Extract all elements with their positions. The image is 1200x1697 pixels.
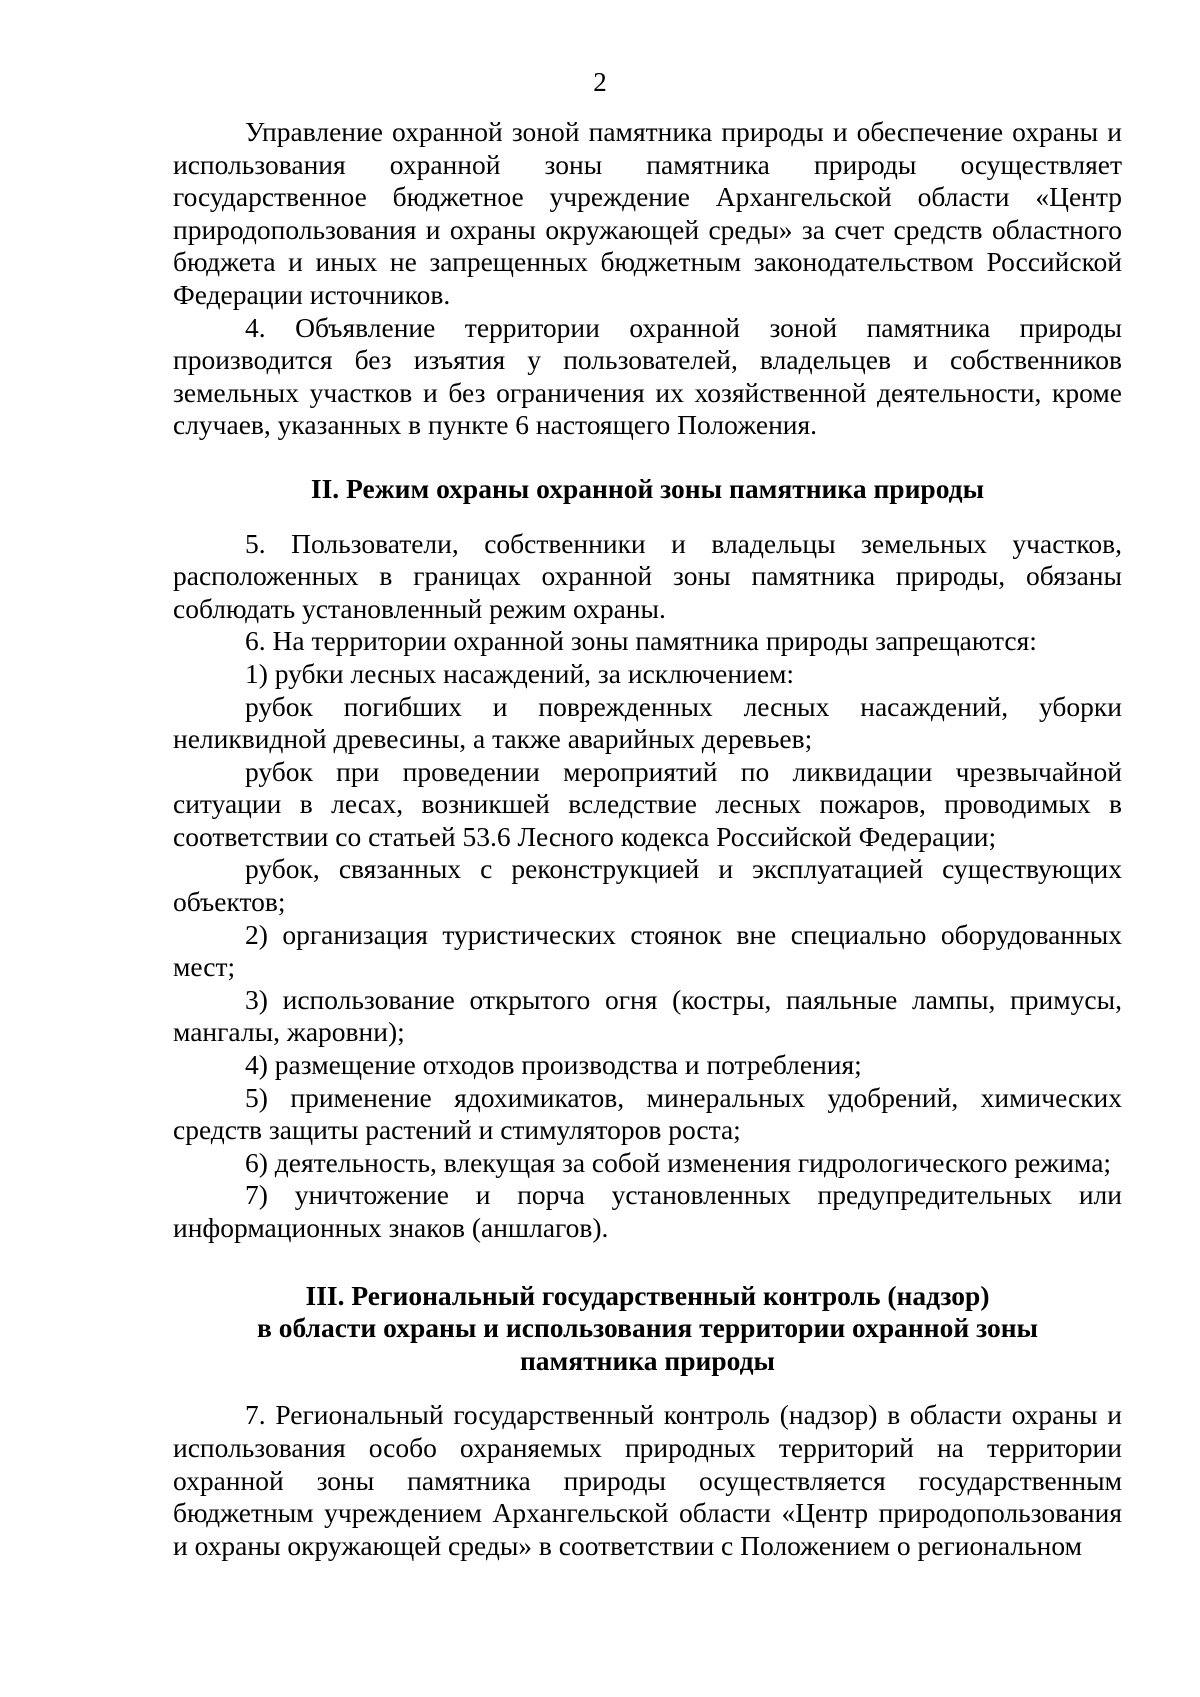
spacer: [173, 1377, 1122, 1399]
heading-line: в области охраны и использования территории охранной зоны: [256, 1312, 1039, 1344]
paragraph: 6. На территории охранной зоны памятника природы запрещаются:: [245, 625, 1037, 657]
spacer: [173, 1245, 1122, 1280]
paragraph: 7. Региональный государственный контроль (надзор) в области охраны и использования особо охраняемых природных территорий на территории охранной зоны памятника природы осуществляется государственным бюджетным учреждением Архангельской области «Центр природопользования и охраны окружающей среды» в соответствии с Положением о региональном: [173, 1399, 1122, 1561]
paragraph: 4. Объявление территории охранной зоной памятника природы производится без изъятия у пользователей, владельцев и собственников земельных участков и без ограничения их хозяйственной деятельности, кроме случаев, указанных в пункте 6 настоящего Положения.: [173, 311, 1122, 441]
paragraph: 7) уничтожение и порча установленных предупредительных или информационных знаков (аншлагов).: [173, 1179, 1122, 1243]
paragraph: 2) организация туристических стоянок вне специально оборудованных мест;: [173, 918, 1122, 983]
paragraph: 1) рубки лесных насаждений, за исключением:: [245, 657, 795, 689]
paragraph: 3) использование открытого огня (костры, паяльные лампы, примусы, мангалы, жаровни);: [173, 983, 1122, 1048]
paragraph: 5. Пользователи, собственники и владельцы земельных участков, расположенных в границах охранной зоны памятника природы, обязаны соблюдать установленный режим охраны.: [173, 527, 1122, 624]
spacer: [173, 506, 1122, 528]
paragraph: 4) размещение отходов производства и потребления;: [245, 1049, 862, 1081]
paragraph: 6) деятельность, влекущая за собой изменения гидрологического режима;: [245, 1146, 1112, 1178]
section-heading-2: II. Режим охраны охранной зоны памятника природы: [310, 472, 985, 504]
document-body: [173, 116, 1122, 1562]
paragraph: рубок при проведении мероприятий по ликвидации чрезвычайной ситуации в лесах, возникшей вследствие лесных пожаров, проводимых в соответствии со статьей 53.6 Лесного кодекса Российской Федерации;: [173, 755, 1122, 852]
paragraph: 5) применение ядохимикатов, минеральных удобрений, химических средств защиты растений и стимуляторов роста;: [173, 1081, 1122, 1146]
heading-line: III. Региональный государственный контроль (надзор): [305, 1279, 990, 1311]
paragraph: рубок погибших и поврежденных лесных насаждений, уборки неликвидной древесины, а также аварийных деревьев;: [173, 690, 1122, 755]
paragraph: Управление охранной зоной памятника природы и обеспечение охраны и использования охранной зоны памятника природы осуществляет государственное бюджетное учреждение Архангельской области «Центр природопользования и охраны окружающей среды» за счет средств областного бюджета и иных не запрещенных бюджетным законодательством Российской Федерации источников.: [173, 116, 1122, 310]
heading-line: памятника природы: [519, 1344, 776, 1376]
section-heading-3: [173, 1280, 1122, 1378]
paragraph: рубок, связанных с реконструкцией и эксплуатацией существующих объектов;: [173, 853, 1122, 918]
spacer: [173, 442, 1122, 473]
page-number: 2: [593, 67, 607, 97]
